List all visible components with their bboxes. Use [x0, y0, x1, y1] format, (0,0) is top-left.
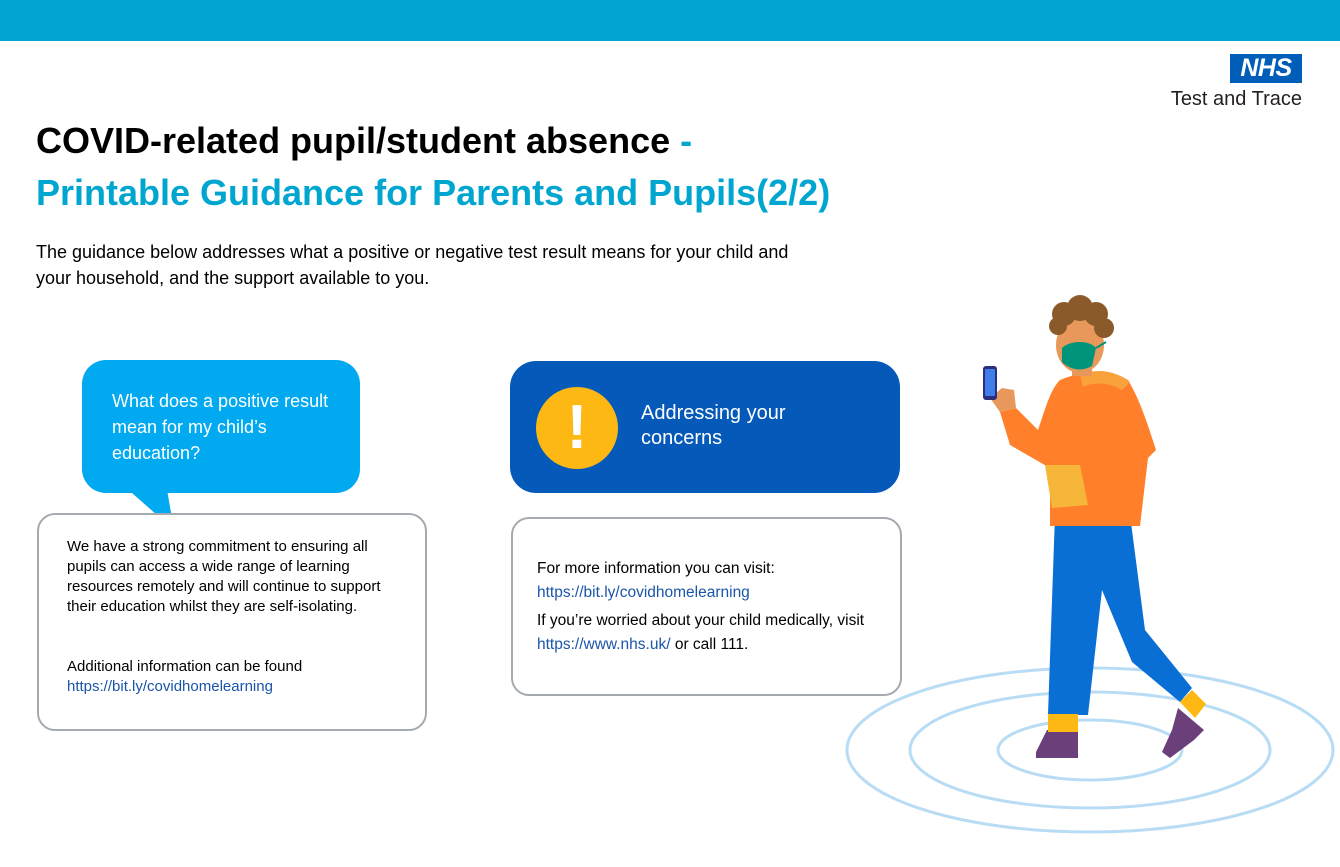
info-medical-suffix: or call 111. — [670, 636, 749, 653]
nhs-logo-mark: NHS — [1230, 54, 1302, 83]
title-line-2: Printable Guidance for Parents and Pupils(2/2) — [36, 172, 831, 213]
title-line-1: COVID-related pupil/student absence — [36, 120, 671, 161]
answer-card — [37, 513, 427, 731]
logo-subtitle: Test and Trace — [1170, 88, 1302, 110]
exclamation-icon: ! — [536, 387, 618, 469]
person-with-phone-illustration — [840, 290, 1340, 850]
additional-info-text: Additional information can be found — [67, 658, 303, 675]
answer-paragraph: We have a strong commitment to ensuring all pupils can access a wide range of learning resources remotely and will continue to support their education whilst they are self-isolating. — [67, 538, 381, 615]
info-home-learning-link[interactable]: https://bit.ly/covidhomelearning — [537, 584, 750, 601]
info-visit — [537, 557, 882, 605]
page-title — [36, 115, 830, 219]
question-text: What does a positive result mean for my child’s education? — [112, 391, 329, 463]
title-dash: - — [680, 120, 693, 161]
person-figure — [983, 295, 1206, 758]
nhs-test-and-trace-logo — [1160, 54, 1305, 114]
home-learning-link[interactable]: https://bit.ly/covidhomelearning — [67, 678, 273, 695]
top-banner — [0, 0, 1340, 41]
question-bubble — [82, 360, 360, 493]
answer-additional — [67, 657, 387, 697]
intro-text: The guidance below addresses what a positive or negative test result means for your child and your household, and the support available to you. — [36, 242, 789, 288]
info-visit-text: For more information you can visit: — [537, 560, 775, 577]
info-medical-prefix: If you’re worried about your child medically, visit — [537, 612, 865, 629]
info-medical — [537, 609, 882, 657]
nhs-website-link[interactable]: https://www.nhs.uk/ — [537, 636, 671, 653]
concerns-title: Addressing your concerns — [641, 402, 786, 449]
